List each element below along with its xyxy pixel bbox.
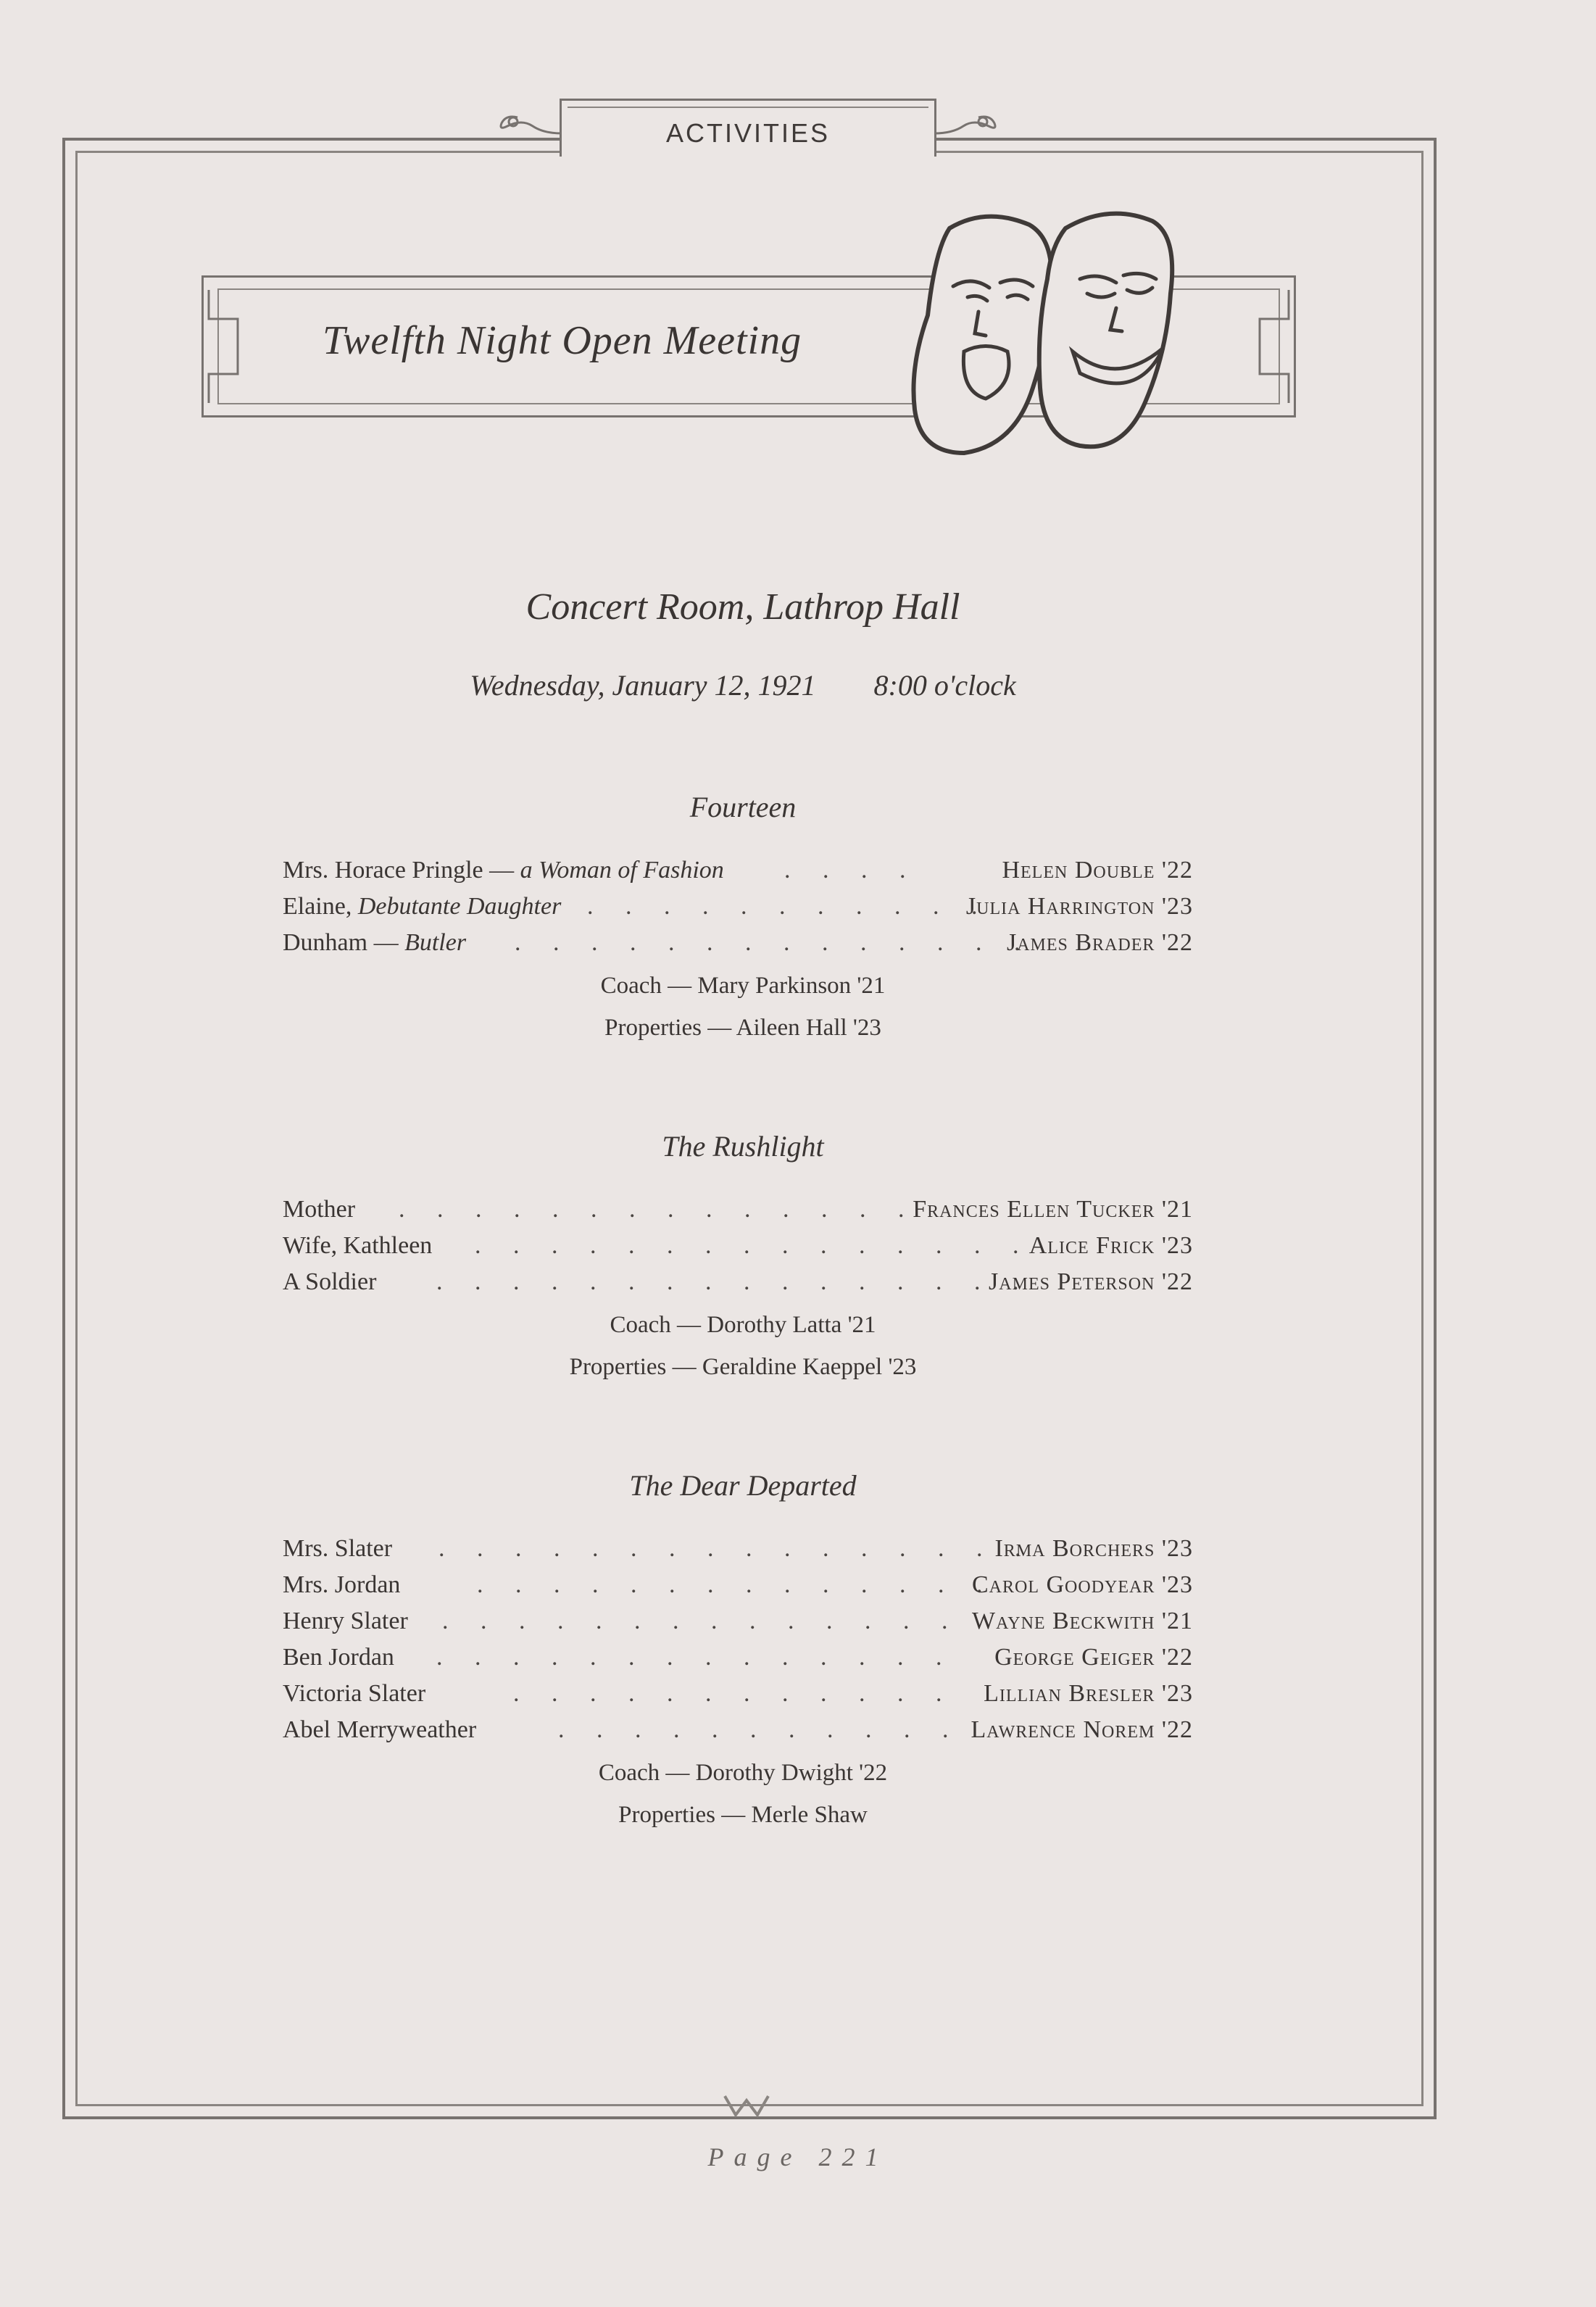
- cast-actor: Julia Harrington '23: [965, 893, 1193, 920]
- venue: Concert Room, Lathrop Hall: [525, 586, 960, 628]
- cast-row: [283, 1535, 1193, 1570]
- play-title: The Dear Departed: [629, 1469, 857, 1502]
- cast-role: Mrs. Slater: [283, 1535, 393, 1562]
- cast-row: [283, 1196, 1193, 1231]
- cast-row: [283, 1608, 1193, 1642]
- cast-role: Dunham — Butler: [283, 929, 467, 956]
- cast-actor: James Brader '22: [1006, 929, 1193, 956]
- cast-role: Mother: [283, 1196, 356, 1223]
- cast-actor: Irma Borchers '23: [994, 1535, 1193, 1562]
- properties-credit: Properties — Geraldine Kaeppel '23: [569, 1354, 917, 1380]
- coach-credit: Coach — Dorothy Latta '21: [610, 1312, 876, 1338]
- play-title: The Rushlight: [662, 1130, 824, 1163]
- cast-row: [283, 929, 1193, 964]
- scroll-ornament-left-icon: [493, 97, 565, 141]
- cast-row: [283, 1680, 1193, 1715]
- cast-role: Wife, Kathleen: [283, 1232, 433, 1259]
- cast-actor: Frances Ellen Tucker '21: [913, 1196, 1193, 1223]
- leader-dots: . . . . . . . . . . . . . .: [442, 1608, 961, 1634]
- leader-dots: . . . . . . . . . . . . . .: [515, 929, 1034, 956]
- cast-role: Mrs. Jordan: [283, 1571, 401, 1598]
- comedy-tragedy-masks-icon: [906, 207, 1196, 482]
- coach-credit: Coach — Dorothy Dwight '22: [598, 1760, 888, 1786]
- page-number: Page 221: [707, 2142, 889, 2171]
- scroll-ornament-right-icon: [931, 97, 1003, 141]
- cast-row: [283, 1644, 1193, 1679]
- cast-actor: Lawrence Norem '22: [971, 1716, 1193, 1743]
- section-header-tab: [560, 99, 936, 157]
- leader-dots: . . . . . . . . . . . . . .: [399, 1196, 918, 1223]
- leader-dots: . . . . . . . . . . . . . .: [436, 1644, 955, 1671]
- play-title: Fourteen: [689, 791, 797, 823]
- event-date: Wednesday, January 12, 1921: [470, 669, 816, 702]
- cast-actor: Alice Frick '23: [1028, 1232, 1193, 1259]
- cast-row: [283, 893, 1193, 928]
- cast-actor: James Peterson '22: [989, 1268, 1193, 1295]
- properties-credit: Properties — Merle Shaw: [618, 1802, 868, 1828]
- cast-row: [283, 1571, 1193, 1606]
- leader-dots: . . . .: [784, 857, 919, 884]
- meeting-title: Twelfth Night Open Meeting: [323, 318, 802, 363]
- leader-dots: . . . . . . . . . . .: [587, 893, 991, 920]
- properties-credit: Properties — Aileen Hall '23: [604, 1015, 881, 1041]
- cast-actor: George Geiger '22: [994, 1644, 1193, 1671]
- w-ornament-icon: [721, 2090, 772, 2119]
- cast-row: [283, 1232, 1193, 1267]
- section-header-label: ACTIVITIES: [665, 118, 831, 148]
- cast-actor: Lillian Bresler '23: [984, 1680, 1193, 1707]
- leader-dots: . . . . . . . . . . . . . . . .: [439, 1535, 1034, 1562]
- leader-dots: . . . . . . . . . . .: [558, 1716, 962, 1743]
- event-time: 8:00 o'clock: [873, 669, 1016, 702]
- cast-actor: Helen Double '22: [1002, 857, 1193, 884]
- coach-credit: Coach — Mary Parkinson '21: [600, 973, 886, 999]
- cast-actor: Carol Goodyear '23: [971, 1571, 1193, 1598]
- cast-role: Ben Jordan: [283, 1644, 394, 1671]
- cast-row: [283, 1716, 1193, 1751]
- leader-dots: . . . . . . . . . . . . . .: [477, 1571, 996, 1598]
- leader-dots: . . . . . . . . . . . .: [513, 1680, 955, 1707]
- cast-role: A Soldier: [283, 1268, 377, 1295]
- date-time-line: [268, 668, 1218, 702]
- cast-role: Elaine, Debutante Daughter: [283, 893, 562, 920]
- cast-row: [283, 857, 1193, 891]
- cast-role: Abel Merryweather: [283, 1716, 477, 1743]
- cast-row: [283, 1268, 1193, 1303]
- cast-role: Victoria Slater: [283, 1680, 426, 1707]
- cast-role: Henry Slater: [283, 1608, 408, 1634]
- leader-dots: . . . . . . . . . . . . . . .: [475, 1232, 1032, 1259]
- cast-role: Mrs. Horace Pringle — a Woman of Fashion: [283, 857, 724, 884]
- cast-actor: Wayne Beckwith '21: [972, 1608, 1193, 1634]
- leader-dots: . . . . . . . . . . . . . . . .: [436, 1268, 1032, 1295]
